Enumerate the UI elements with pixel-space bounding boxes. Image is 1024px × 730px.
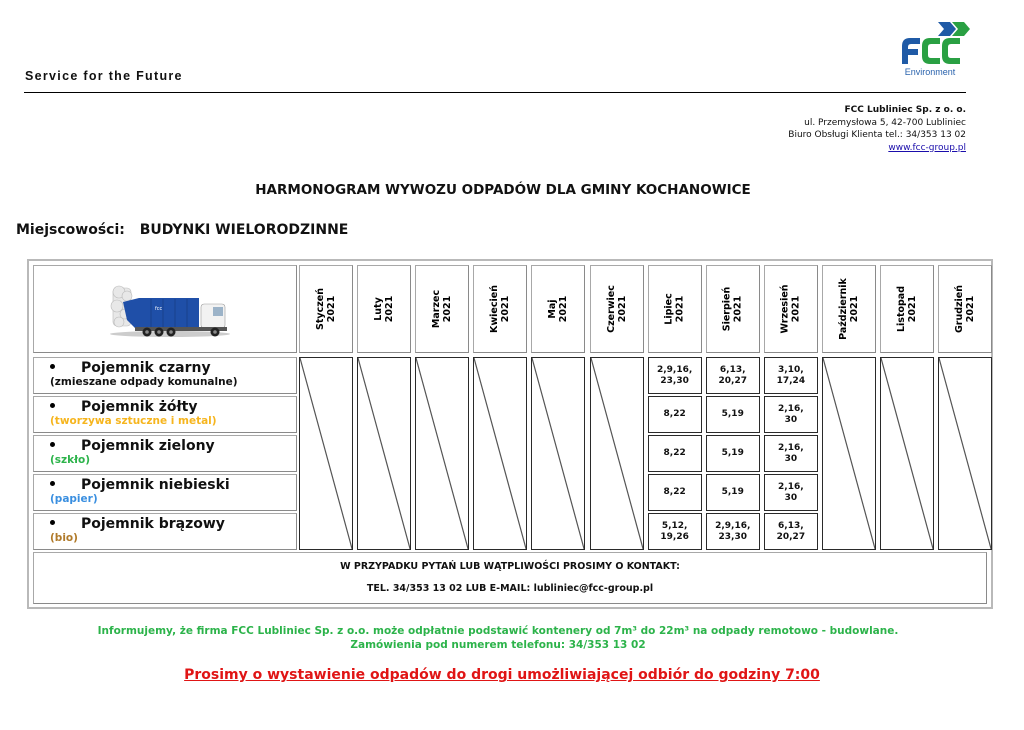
month-name: Październik [837,278,849,340]
logo-chevron-blue [938,22,956,36]
header-divider [24,92,966,93]
contact-box [33,552,987,604]
diagonal-strike [591,358,643,549]
bin-row-label [33,474,297,511]
collection-dates-cell [764,396,818,433]
bin-description: (szkło) [50,454,91,466]
month-name: Wrzesień [779,284,791,334]
collection-dates-cell [706,435,760,472]
no-collection-cell-styczeń [299,357,353,550]
month-header-sierpień [706,265,760,353]
location-value: BUDYNKI WIELORODZINNE [139,222,349,238]
bin-name: Pojemnik czarny [81,360,211,376]
no-collection-cell-kwiecień [473,357,527,550]
collection-dates-cell [706,357,760,394]
collection-dates: 2,9,16, 23,30 [715,520,751,542]
collection-dates: 5,19 [721,409,744,419]
bin-name: Pojemnik zielony [81,438,215,454]
month-header-listopad [880,265,934,353]
month-header-grudzień [938,265,992,353]
diagonal-strike [881,358,933,549]
month-year: 2021 [616,295,628,323]
collection-dates: 5,19 [721,487,744,497]
month-year: 2021 [907,295,919,323]
month-name: Lipiec [663,293,675,325]
container-info-line-2: Zamówienia pod numerem telefonu: 34/353 13 02 [350,639,646,651]
collection-dates-cell [764,513,818,550]
month-header-lipiec [648,265,702,353]
month-name: Listopad [896,285,908,333]
bin-row-label [33,513,297,550]
month-name: Maj [547,299,559,319]
collection-dates: 2,16, 30 [778,481,804,503]
month-year: 2021 [848,295,860,323]
month-header-maj [531,265,585,353]
container-info-line-1: Informujemy, że firma FCC Lubliniec Sp. z o.o. może odpłatnie podstawić kontenery od 7m³ do 22m³ na odpady remotowo - budowlane. [97,625,899,637]
collection-dates: 2,9,16, 23,30 [656,364,693,386]
diagonal-strike [939,358,991,549]
collection-dates-cell [648,513,702,550]
month-name: Sierpień [721,286,733,332]
bin-row-label [33,396,297,433]
collection-dates: 5,12, 19,26 [660,520,689,542]
location-heading [16,222,348,238]
tagline: Service for the Future [25,69,183,83]
no-collection-cell-październik [822,357,876,550]
collection-dates: 3,10, 17,24 [776,364,806,386]
bin-description: (papier) [50,493,98,505]
no-collection-cell-marzec [415,357,469,550]
logo-subtitle: Environment [904,67,956,77]
diagonal-strike [300,358,352,549]
month-year: 2021 [384,295,396,323]
collection-dates-cell [648,396,702,433]
garbage-truck-icon [39,266,301,356]
month-year: 2021 [790,295,802,323]
month-year: 2021 [965,295,977,323]
month-name: Luty [373,297,385,321]
no-collection-cell-luty [357,357,411,550]
month-header-luty [357,265,411,353]
month-year: 2021 [326,295,338,323]
month-year: 2021 [500,295,512,323]
month-name: Grudzień [954,284,966,334]
bin-name-wrap [50,516,296,532]
collection-time-warning: Prosimy o wystawienie odpadów do drogi umożliwiającej odbiór do godziny 7:00 [184,667,820,683]
month-header-styczeń [299,265,353,353]
no-collection-cell-czerwiec [590,357,644,550]
month-header-marzec [415,265,469,353]
collection-dates-cell [648,474,702,511]
collection-dates: 2,16, 30 [778,442,804,464]
diagonal-strike [474,358,526,549]
bin-description: (zmieszane odpady komunalne) [50,376,238,388]
collection-dates-cell [706,474,760,511]
collection-dates: 8,22 [663,487,686,497]
bin-description: (bio) [50,532,78,544]
page-title: HARMONOGRAM WYWOZU ODPADÓW DLA GMINY KOCHANOWICE [255,182,751,198]
diagonal-strike [416,358,468,549]
collection-dates: 2,16, 30 [778,403,804,425]
bullet-icon [50,442,55,447]
no-collection-cell-grudzień [938,357,992,550]
bullet-icon [50,481,55,486]
svg-text:fcc: fcc [155,306,163,312]
month-header-kwiecień [473,265,527,353]
collection-dates: 6,13, 20,27 [776,520,806,542]
logo-letter-f [902,38,920,64]
company-address: ul. Przemysłowa 5, 42-700 Lubliniec [804,117,966,128]
company-info [788,104,966,154]
company-name: FCC Lubliniec Sp. z o. o. [844,105,966,115]
bin-name-wrap [50,399,296,415]
collection-dates: 6,13, 20,27 [718,364,747,386]
collection-dates-cell [764,435,818,472]
collection-dates-cell [648,435,702,472]
collection-dates-cell [706,396,760,433]
collection-dates-cell [648,357,702,394]
contact-line-2: TEL. 34/353 13 02 LUB E-MAIL: lubliniec@fcc-group.pl [366,583,654,594]
company-website-link[interactable]: www.fcc-group.pl [888,142,966,153]
month-name: Kwiecień [489,285,501,333]
month-header-czerwiec [590,265,644,353]
collection-dates-cell [706,513,760,550]
diagonal-strike [358,358,410,549]
bin-name-wrap [50,477,296,493]
bullet-icon [50,364,55,369]
bin-row-label [33,357,297,394]
truck-cell [33,265,297,353]
collection-dates-cell [764,474,818,511]
bullet-icon [50,403,55,408]
bin-name: Pojemnik niebieski [81,477,230,493]
month-name: Czerwiec [605,285,617,333]
diagonal-strike [532,358,584,549]
location-label: Miejscowości: [16,222,125,238]
month-header-październik [822,265,876,353]
month-year: 2021 [442,295,454,323]
bin-name: Pojemnik brązowy [81,516,225,532]
collection-dates: 8,22 [663,409,686,419]
diagonal-strike [823,358,875,549]
collection-dates: 8,22 [663,448,686,458]
month-header-wrzesień [764,265,818,353]
company-phone: Biuro Obsługi Klienta tel.: 34/353 13 02 [788,130,966,140]
bin-name-wrap [50,438,296,454]
bin-row-label [33,435,297,472]
bin-description: (tworzywa sztuczne i metal) [50,415,217,427]
bin-name: Pojemnik żółty [81,399,198,415]
logo-letter-c1 [922,38,940,64]
no-collection-cell-maj [531,357,585,550]
month-year: 2021 [732,295,744,323]
bullet-icon [50,520,55,525]
month-year: 2021 [674,295,686,323]
month-year: 2021 [558,295,570,323]
month-name: Marzec [431,289,443,329]
collection-dates-cell [764,357,818,394]
logo-letter-c2 [942,38,960,64]
no-collection-cell-listopad [880,357,934,550]
month-name: Styczeń [315,288,327,330]
collection-dates: 5,19 [721,448,744,458]
container-info [0,624,996,652]
contact-line-1: W PRZYPADKU PYTAŃ LUB WĄTPLIWOŚCI PROSIMY O KONTAKT: [340,561,680,572]
bin-name-wrap [50,360,296,376]
